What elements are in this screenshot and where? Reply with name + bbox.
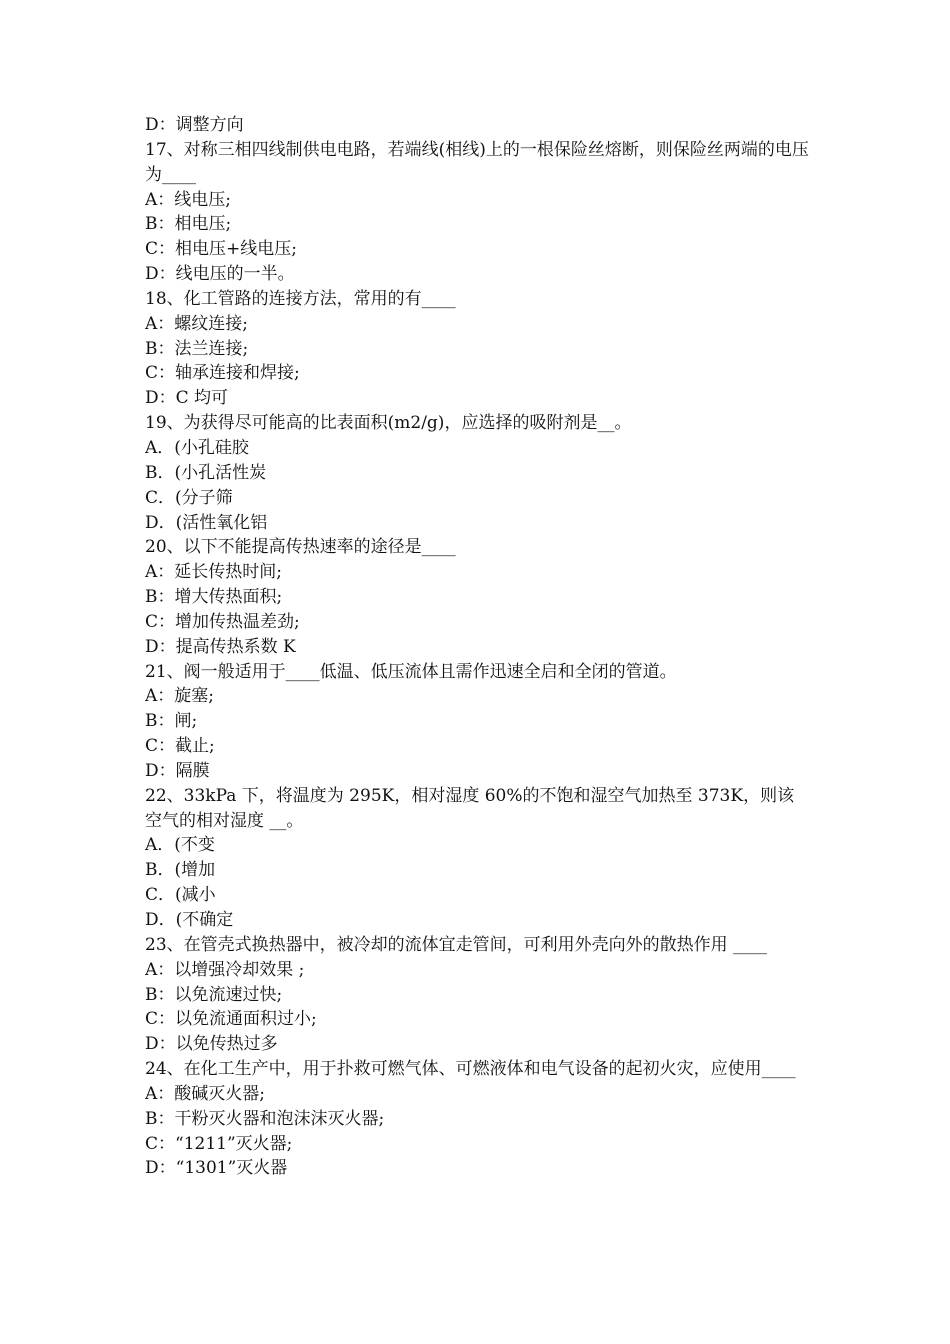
- option-line: A．(不变: [145, 835, 215, 856]
- option-line: B．(增加: [145, 860, 216, 881]
- question-18-text: 18、化工管路的连接方法，常用的有____: [145, 288, 456, 309]
- option-line: A：线电压;: [145, 189, 232, 210]
- option-line: B：相电压;: [145, 214, 232, 235]
- option-line: B：以免流速过快;: [145, 984, 283, 1005]
- option-line: D：调整方向: [145, 115, 244, 135]
- question-20-text: 20、以下不能提高传热速率的途径是____: [145, 537, 456, 558]
- document-page: [145, 113, 810, 1181]
- option-line: D：“1301”灭火器: [145, 1158, 288, 1179]
- question-text: [145, 138, 810, 188]
- option-line: C：截止;: [145, 736, 215, 757]
- option-line: A：旋塞;: [145, 686, 215, 707]
- option-line: C：相电压+线电压;: [145, 239, 297, 260]
- option-line: A：延长传热时间;: [145, 562, 283, 583]
- option-line: A：以增强冷却效果 ;: [145, 959, 305, 980]
- option-line: D：C 均可: [145, 388, 229, 409]
- option-line: B．(小孔活性炭: [145, 462, 267, 483]
- option-line: D．(不确定: [145, 910, 234, 930]
- question-21-text: 21、阀一般适用于____低温、低压流体且需作迅速全启和全闭的管道。: [145, 661, 677, 682]
- option-line: B：法兰连接;: [145, 338, 249, 359]
- option-line: D．(活性氧化铝: [145, 512, 268, 533]
- option-line: C：轴承连接和焊接;: [145, 363, 300, 384]
- option-line: D：以免传热过多: [145, 1034, 278, 1055]
- option-line: B：增大传热面积;: [145, 587, 283, 608]
- option-line: A．(小孔硅胶: [145, 437, 249, 458]
- option-line: C．(减小: [145, 885, 216, 906]
- option-line: A：酸碱灭火器;: [145, 1083, 266, 1104]
- option-line: D：提高传热系数 K: [145, 636, 296, 657]
- option-line: B：闸;: [145, 711, 198, 732]
- question-text: [145, 1057, 810, 1082]
- question-17-text: 17、对称三相四线制供电电路，若端线(相线)上的一根保险丝熔断，则保险丝两端的电压为____: [145, 139, 809, 185]
- option-line: C．(分子筛: [145, 487, 233, 508]
- option-line: D：隔膜: [145, 760, 210, 781]
- option-line: A：螺纹连接;: [145, 313, 249, 334]
- option-line: D：线电压的一半。: [145, 264, 295, 285]
- question-text: [145, 411, 810, 436]
- option-line: C：“1211”灭火器;: [145, 1133, 293, 1154]
- option-line: B：干粉灭火器和泡沫沫灭火器;: [145, 1108, 385, 1129]
- question-24-text: 24、在化工生产中，用于扑救可燃气体、可燃液体和电气设备的起初火灾，应使用____: [145, 1059, 796, 1080]
- option-line: C：增加传热温差劲;: [145, 611, 300, 632]
- question-19-text: 19、为获得尽可能高的比表面积(m2/g)，应选择的吸附剂是__。: [145, 413, 632, 434]
- question-text: [145, 660, 810, 685]
- question-text: [145, 535, 810, 560]
- question-22-text: 22、33kPa 下，将温度为 295K，相对湿度 60%的不饱和湿空气加热至 373K，则该空气的相对湿度 __。: [145, 785, 795, 831]
- question-23-text: 23、在管壳式换热器中，被冷却的流体宜走管间，可利用外壳向外的散热作用 ____: [145, 934, 768, 955]
- question-text: [145, 933, 810, 958]
- option-line: C：以免流通面积过小;: [145, 1009, 317, 1030]
- question-text: [145, 784, 810, 834]
- question-text: [145, 287, 810, 312]
